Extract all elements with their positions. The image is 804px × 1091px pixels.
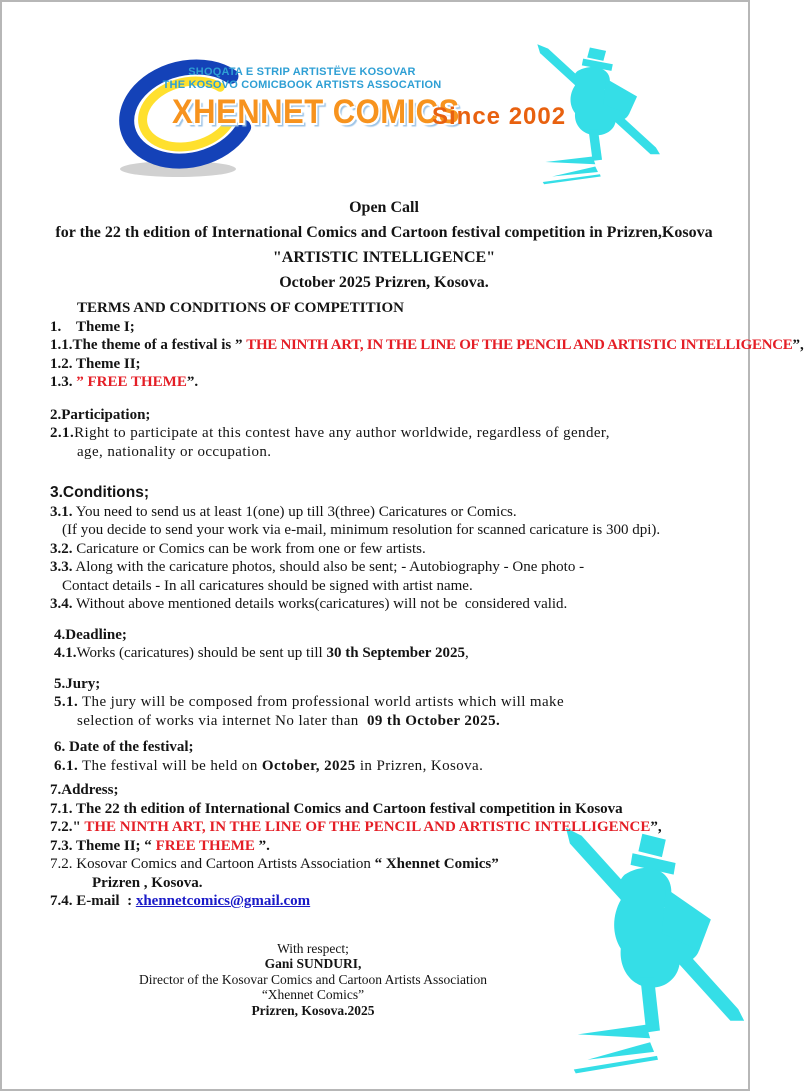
festival-date: October, 2025 bbox=[261, 757, 356, 774]
signature-role: Director of the Kosovar Comics and Cartoon Artists Association bbox=[139, 971, 487, 987]
item-number: 3.3. bbox=[50, 559, 73, 575]
jury-date: 09 th October 2025. bbox=[366, 712, 501, 729]
text-segment: , bbox=[464, 645, 469, 661]
free-theme-red: ” FREE THEME bbox=[76, 374, 187, 390]
item-number: 3.4. bbox=[50, 596, 73, 612]
text-segment: selection of works via internet No later than bbox=[77, 712, 367, 729]
text-segment: Right to participate at this contest have any author worldwide, regardless of gender, bbox=[74, 425, 610, 441]
text-segment: 7.2. Kosovar Comics and Cartoon Artists Association bbox=[50, 856, 375, 872]
text-segment: Without above mentioned details works(caricatures) will not be considered valid. bbox=[72, 596, 568, 612]
title-block bbox=[40, 195, 728, 295]
text-segment: 1.1.The theme of a festival is ” bbox=[50, 337, 247, 353]
text-segment: Works (caricatures) should be sent up till bbox=[76, 645, 327, 661]
line-2-1-cont: age, nationality or occupation. bbox=[77, 443, 272, 460]
title-edition: for the 22 th edition of International Comics and Cartoon festival competition in Prizren,Kosova bbox=[55, 224, 713, 241]
text-segment: in Prizren, Kosova. bbox=[355, 757, 484, 774]
line-4-1 bbox=[54, 644, 738, 663]
document-body bbox=[2, 2, 804, 1018]
line-5-1-cont bbox=[77, 712, 738, 731]
association-name-albanian: SHOQATA E STRIP ARTISTËVE KOSOVAR bbox=[188, 66, 416, 78]
item-number: 3.2. bbox=[50, 540, 73, 557]
text-segment: 7.2." bbox=[50, 819, 85, 835]
since-tagline: Since 2002 bbox=[432, 103, 567, 130]
text-segment: ”, bbox=[650, 819, 662, 835]
signature-place: Prizren, Kosova.2025 bbox=[251, 1002, 375, 1018]
text-segment: You need to send us at least 1(one) up till 3(three) Caricatures or Comics. bbox=[72, 503, 517, 520]
item-number: 2.1. bbox=[50, 425, 75, 441]
line-7-1: 7.1. The 22 th edition of International Comics and Cartoon festival competition in Kosova bbox=[50, 800, 623, 817]
text-segment: Along with the caricature photos, should also be sent; - Autobiography - One photo - bbox=[72, 559, 585, 575]
item-number: 5.1. bbox=[54, 694, 79, 710]
heading-participation: 2.Participation; bbox=[50, 406, 151, 423]
item-number: 6.1. bbox=[54, 757, 79, 774]
line-5-1 bbox=[54, 693, 738, 712]
line-3-3 bbox=[50, 558, 738, 577]
text-segment: ”. bbox=[254, 837, 270, 854]
heading-conditions: 3.Conditions; bbox=[50, 484, 150, 501]
deadline-date: 30 th September 2025 bbox=[326, 645, 465, 661]
line-3-1 bbox=[50, 503, 738, 522]
item-number: 4.1. bbox=[54, 645, 77, 661]
association-quoted-name: “ Xhennet Comics” bbox=[374, 856, 499, 872]
title-theme: "ARTISTIC INTELLIGENCE" bbox=[272, 249, 496, 266]
association-name-english: THE KOSOVO COMICBOOK ARTISTS ASSOCATION bbox=[162, 79, 442, 91]
free-theme-red: FREE THEME bbox=[155, 837, 255, 854]
line-2-1 bbox=[50, 424, 738, 443]
logo-wordmark: XHENNET COMICS bbox=[172, 91, 460, 132]
title-date: October 2025 Prizren, Kosova. bbox=[279, 274, 489, 291]
line-6-1 bbox=[54, 757, 738, 776]
line-theme-1-1 bbox=[50, 336, 804, 355]
line-7-2 bbox=[50, 818, 738, 837]
signature-block bbox=[98, 941, 528, 1019]
heading-jury: 5.Jury; bbox=[54, 675, 101, 692]
line-3-1-cont: (If you decide to send your work via e-mail, minimum resolution for scanned caricature is 300 dpi). bbox=[62, 522, 661, 538]
line-7-3 bbox=[50, 837, 738, 856]
email-link[interactable]: xhennetcomics@gmail.com bbox=[135, 893, 311, 909]
heading-festival-date: 6. Date of the festival; bbox=[54, 739, 194, 755]
text-segment: 7.4. E-mail : bbox=[50, 893, 136, 909]
line-7-2b bbox=[50, 855, 738, 874]
text-segment: 1.3. bbox=[50, 374, 77, 390]
heading-address: 7.Address; bbox=[50, 782, 119, 798]
text-segment: ”, bbox=[792, 337, 804, 353]
terms-heading: TERMS AND CONDITIONS OF COMPETITION bbox=[77, 300, 404, 316]
signature-respect: With respect; bbox=[277, 940, 349, 956]
line-3-4 bbox=[50, 595, 738, 614]
theme-text-red: THE NINTH ART, IN THE LINE OF THE PENCIL AND ARTISTIC INTELLIGENCE bbox=[84, 819, 651, 835]
heading-deadline: 4.Deadline; bbox=[54, 626, 127, 643]
text-segment: The jury will be composed from professional world artists which will make bbox=[78, 694, 565, 710]
line-7-2b-cont: Prizren , Kosova. bbox=[92, 874, 203, 891]
line-theme-1: 1. Theme I; bbox=[50, 318, 135, 335]
item-number: 3.1. bbox=[50, 503, 73, 520]
line-theme-1-3 bbox=[50, 373, 738, 392]
line-3-3-cont: Contact details - In all caricatures should be signed with artist name. bbox=[62, 577, 473, 594]
line-3-2 bbox=[50, 540, 738, 559]
line-theme-1-2: 1.2. Theme II; bbox=[50, 355, 141, 372]
text-segment: Caricature or Comics can be work from one or few artists. bbox=[72, 540, 426, 557]
signature-org: “Xhennet Comics” bbox=[261, 987, 365, 1002]
theme-text-red: THE NINTH ART, IN THE LINE OF THE PENCIL AND ARTISTIC INTELLIGENCE bbox=[246, 337, 793, 353]
title-open-call: Open Call bbox=[349, 199, 419, 216]
signature-name: Gani SUNDURI, bbox=[264, 956, 362, 971]
text-segment: 7.3. Theme II; “ bbox=[50, 837, 156, 854]
text-segment: The festival will be held on bbox=[78, 757, 262, 774]
line-7-4 bbox=[50, 892, 738, 911]
text-segment: ”. bbox=[186, 374, 199, 390]
